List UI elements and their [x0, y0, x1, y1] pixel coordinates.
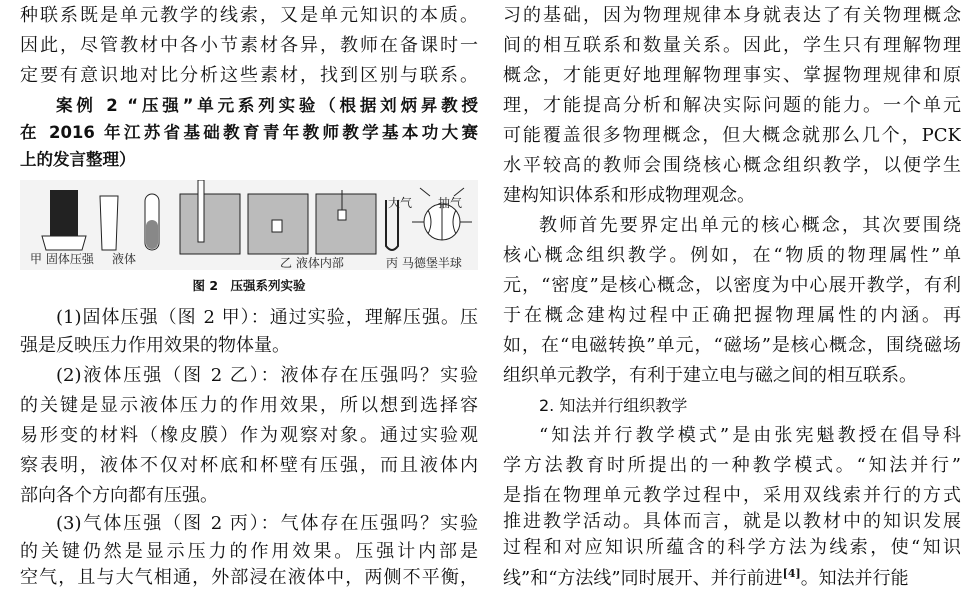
text-line: 的关键是显示液体压力的作用效果，所以想到选择容: [20, 395, 478, 416]
text-line: 种联系既是单元教学的线索，又是单元知识的本质。: [20, 5, 478, 26]
citation-reference[interactable]: [4]: [782, 567, 801, 580]
case-title-line2: 在 2016 年江苏省基础教育青年教师教学基本功大赛: [20, 123, 478, 142]
text-line: 理，才能提高分析和解决实际问题的能力。一个单元: [503, 95, 961, 116]
text-line: 部向各个方向都有压强。: [20, 485, 218, 506]
label-bing: 丙 马德堡半球: [386, 256, 462, 270]
text-line: 习的基础，因为物理规律本身就表达了有关物理概念: [503, 5, 961, 26]
label-jia: 甲 固体压强: [30, 252, 94, 266]
text-line: 易形变的材料（橡皮膜）作为观察对象。通过实验观: [20, 425, 478, 446]
text-line: 察表明，液体不仅对杯底和杯壁有压强，而且液体内: [20, 455, 478, 476]
text-line: 教师首先要界定出单元的核心概念，其次要围绕: [539, 215, 961, 236]
text-line: 水平较高的教师会围绕核心概念组织教学，以便学生: [503, 155, 961, 176]
text-line: “知法并行教学模式”是由张宪魁教授在倡导科: [539, 425, 961, 446]
text-line: 于在概念建构过程中正确把握物理属性的内涵。再: [503, 305, 961, 326]
text-line: 是指在物理单元教学过程中，采用双线索并行的方式: [503, 485, 961, 506]
text-line: (2)液体压强（图 2 乙）：液体存在压强吗？实验: [56, 365, 478, 386]
label-air: 大气: [388, 196, 413, 210]
text-line: 推进教学活动。具体而言，就是以教材中的知识发展: [503, 511, 961, 532]
text-line: 强是反映压力作用效果的物体量。: [20, 335, 290, 356]
tank-3: [316, 194, 376, 254]
text-line: 的关键仍然是显示压力的作用效果。压强计内部是: [20, 541, 478, 562]
text-segment: 线”和“方法线”同时展开、并行前进: [503, 568, 783, 587]
test-tube-liquid: [146, 220, 158, 249]
probe-2: [272, 220, 282, 232]
pressure-experiment-figure: [20, 180, 478, 270]
text-line: (1)固体压强（图 2 甲）：通过实验，理解压强。压: [56, 307, 478, 328]
label-pump: 抽气: [438, 196, 463, 210]
text-line: 元，“密度”是核心概念，以密度为中心展开教学，有利: [503, 275, 961, 296]
text-segment: 。知法并行能: [800, 568, 909, 587]
solid-block: [50, 190, 78, 236]
text-line: 核心概念组织教学。例如，在“物质的物理属性”单: [503, 245, 961, 266]
text-line: 如，在“电磁转换”单元，“磁场”是核心概念，围绕磁场: [503, 335, 961, 356]
sponge: [42, 236, 86, 250]
tank-1: [180, 194, 240, 254]
figure-caption: 图 2 压强系列实验: [192, 278, 306, 293]
liquid-container-empty: [100, 196, 118, 250]
text-line: 可能覆盖很多物理概念，但大概念就那么几个，PCK: [503, 125, 961, 146]
probe-tube-1: [198, 180, 204, 242]
text-line-with-citation: [503, 561, 961, 587]
text-line: 概念，才能更好地理解物理事实、掌握物理规律和原: [503, 65, 961, 86]
section-heading: 2. 知法并行组织教学: [539, 396, 688, 415]
text-line: 空气，且与大气相通，外部浸在液体中，两侧不平衡，: [20, 567, 478, 588]
text-line: 因此，尽管教材中各小节素材各异，教师在备课时一: [20, 35, 478, 56]
text-line: 过程和对应知识所蕴含的科学方法为线索，使“知识: [503, 537, 961, 558]
probe-3: [338, 210, 346, 220]
text-line: 间的相互联系和数量关系。因此，学生只有理解物理: [503, 35, 961, 56]
case-title-text: “压强”单元系列实验（根据刘炳昇教授: [127, 96, 478, 115]
label-liquid: 液体: [112, 252, 137, 266]
label-yi: 乙 液体内部: [280, 256, 344, 270]
text-line: 定要有意识地对比分析这些素材，找到区别与联系。: [20, 65, 478, 86]
text-line: 学方法教育时所提出的一种教学模式。“知法并行”: [503, 455, 961, 476]
case-label: 案例 2: [56, 96, 118, 115]
text-line: (3)气体压强（图 2 丙）：气体存在压强吗？实验: [56, 513, 478, 534]
case-title: [20, 93, 478, 119]
case-title-line3: 上的发言整理）: [20, 150, 136, 169]
text-line: 建构知识体系和形成物理观念。: [503, 185, 755, 206]
text-line: 组织单元教学，有利于建立电与磁之间的相互联系。: [503, 365, 917, 386]
